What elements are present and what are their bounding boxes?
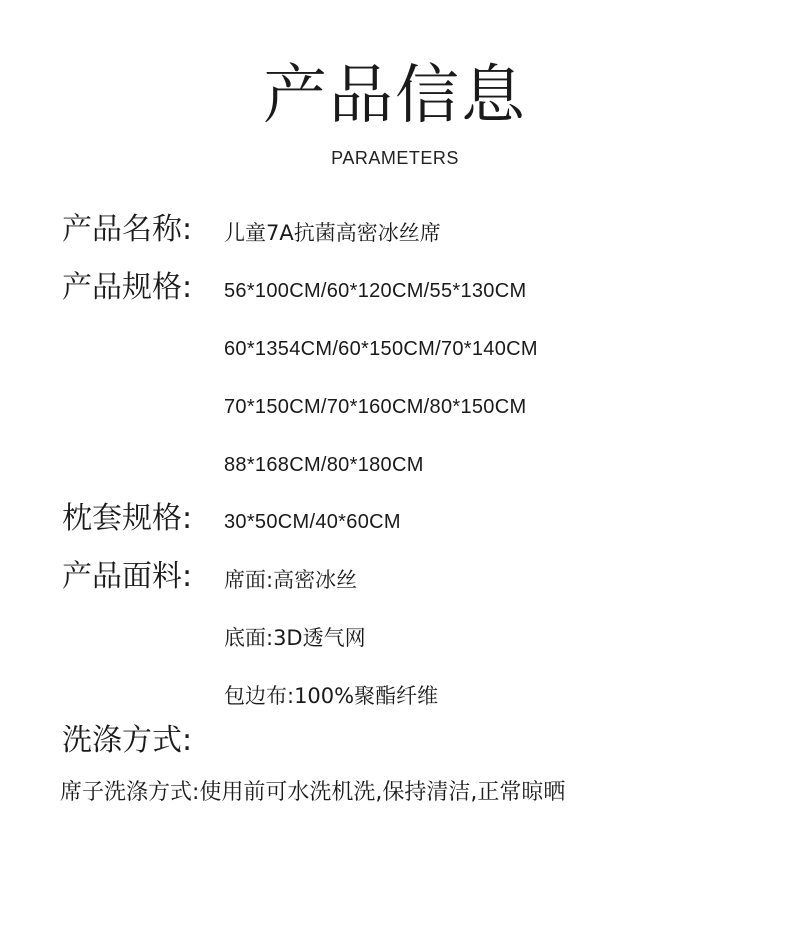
page-title: 产品信息 bbox=[263, 59, 527, 133]
washing-text: 席子洗涤方式:使用前可水洗机洗,保持清洁,正常晾晒 bbox=[60, 780, 566, 805]
material-line-1: 席面:高密冰丝 bbox=[224, 568, 358, 592]
product-name-label: 产品名称: bbox=[62, 212, 193, 247]
material-label: 产品面料: bbox=[62, 559, 193, 594]
product-size-line-3: 70*150CM/70*160CM/80*150CM bbox=[224, 396, 527, 418]
pillow-size-value: 30*50CM/40*60CM bbox=[224, 511, 401, 533]
product-size-label: 产品规格: bbox=[62, 270, 193, 305]
washing-label: 洗涤方式: bbox=[62, 723, 193, 758]
page-subtitle: PARAMETERS bbox=[331, 148, 459, 168]
product-name-value: 儿童7A抗菌高密冰丝席 bbox=[224, 221, 441, 245]
pillow-size-label: 枕套规格: bbox=[62, 501, 193, 536]
product-size-line-1: 56*100CM/60*120CM/55*130CM bbox=[224, 280, 527, 302]
product-size-line-4: 88*168CM/80*180CM bbox=[224, 454, 424, 476]
material-line-3: 包边布:100%聚酯纤维 bbox=[224, 684, 439, 708]
product-size-line-2: 60*1354CM/60*150CM/70*140CM bbox=[224, 338, 538, 360]
material-line-2: 底面:3D透气网 bbox=[224, 626, 366, 650]
